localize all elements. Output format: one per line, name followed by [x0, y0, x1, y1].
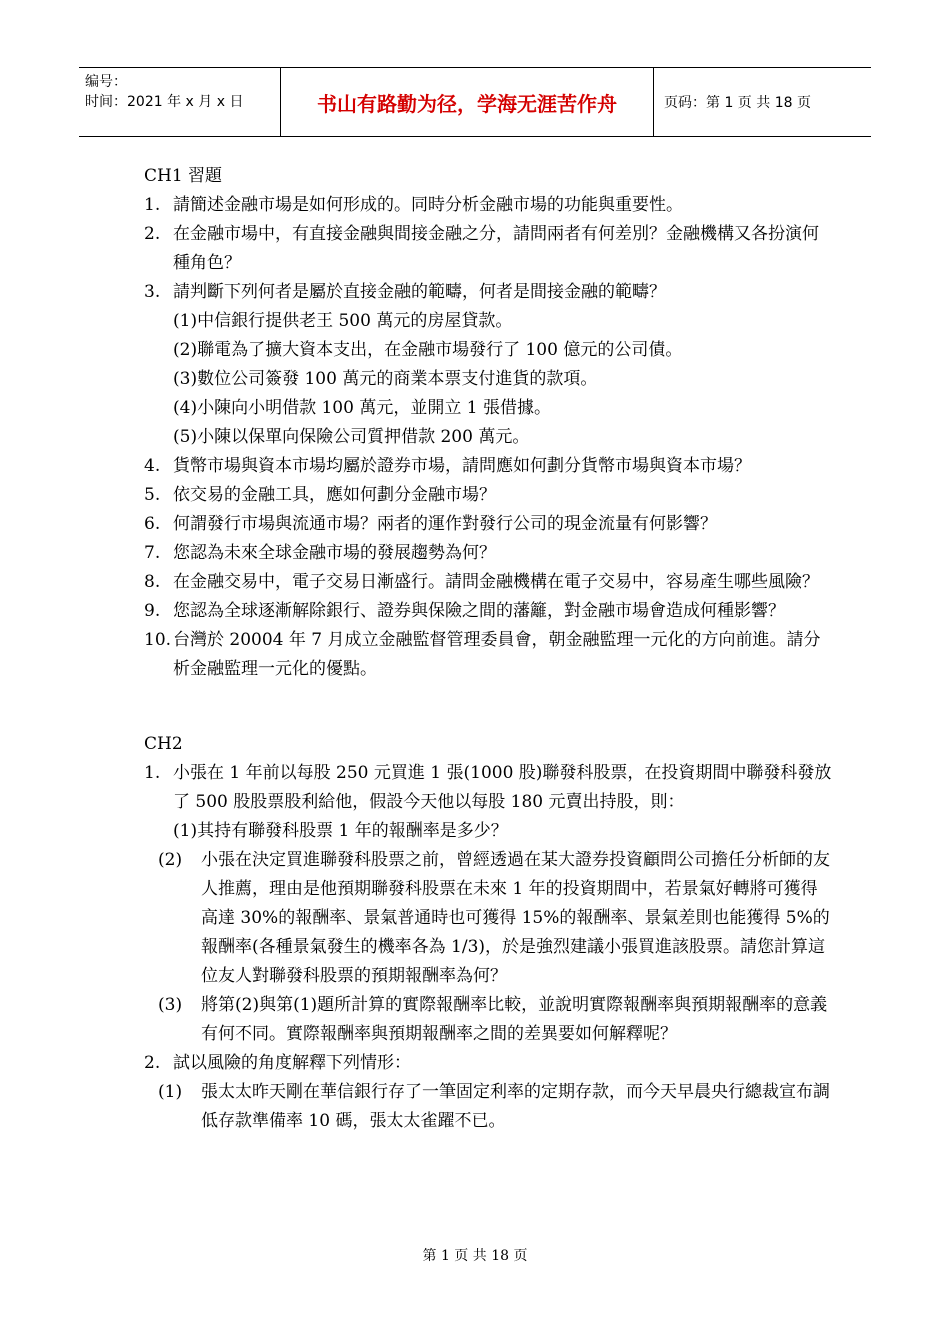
sub-item-text: 將第(2)與第(1)題所計算的實際報酬率比較，並說明實際報酬率與預期報酬率的意義有何不同。實際報酬率與預期報酬率之間的差異要如何解釋呢？: [201, 995, 828, 1044]
item-text: 小張在 1 年前以每股 250 元買進 1 張(1000 股)聯發科股票，在投資期間中聯發科發放了 500 股股票股利給他，假設今天他以每股 180 元賣出持股，則：: [173, 763, 832, 812]
sub-item-text: 小張在決定買進聯發科股票之前，曾經透過在某大證券投資顧問公司擔任分析師的友人推薦，理由是他預期聯發科股票在未來 1 年的投資期間中，若景氣好轉將可獲得高達 30%的報酬率、景氣普通時也可獲得 15%的報酬率、景氣差則也能獲得 5%的報酬率(各種景氣發生的機率各為 1/3)，於是強烈建議小張買進該股票。請您計算這位友人對聯發科股票的預期報酬率為何？: [201, 850, 830, 986]
header-motto: 书山有路勤为径，学海无涯苦作舟: [281, 68, 654, 136]
document-body: [144, 162, 834, 1136]
section-gap: [144, 684, 834, 730]
sub-item: (1)其持有聯發科股票 1 年的報酬率是多少？: [173, 821, 508, 841]
sub-item-number: (2): [158, 850, 183, 870]
list-item: [144, 1049, 834, 1078]
time-label: 时间：2021 年 x 月 x 日: [85, 94, 244, 110]
item-number: 2.: [144, 1053, 161, 1073]
item-number: 9.: [144, 601, 161, 621]
sub-item: [144, 991, 834, 1049]
list-item: [144, 759, 834, 817]
list-item: [144, 510, 834, 539]
ch1-title: CH1 習題: [144, 166, 223, 186]
item-text: 在金融交易中，電子交易日漸盛行。請問金融機構在電子交易中，容易產生哪些風險？: [173, 572, 819, 592]
item-number: 8.: [144, 572, 161, 592]
item-number: 6.: [144, 514, 161, 534]
sub-item-text: 張太太昨天剛在華信銀行存了一筆固定利率的定期存款，而今天早晨央行總裁宣布調低存款準備率 10 碼，張太太雀躍不已。: [201, 1082, 830, 1131]
item-number: 4.: [144, 456, 161, 476]
header-page-info: 页码：第 1 页 共 18 页: [664, 95, 811, 111]
list-item: [144, 278, 834, 307]
item-text: 在金融市場中，有直接金融與間接金融之分，請問兩者有何差別？金融機構又各扮演何種角色？: [173, 224, 819, 273]
item-text: 依交易的金融工具，應如何劃分金融市場？: [173, 485, 496, 505]
item-number: 7.: [144, 543, 161, 563]
item-text: 何謂發行市場與流通市場？兩者的運作對發行公司的現金流量有何影響？: [173, 514, 717, 534]
sub-item: [144, 846, 834, 991]
sub-item: (1)中信銀行提供老王 500 萬元的房屋貸款。: [173, 311, 513, 331]
ch2-title: CH2: [144, 734, 183, 754]
item-text: 試以風險的角度解釋下列情形：: [173, 1053, 411, 1073]
sub-item: [144, 1078, 834, 1136]
header-meta: [79, 68, 281, 136]
sub-item-number: (3): [158, 995, 183, 1015]
sub-item: (3)數位公司簽發 100 萬元的商業本票支付進貨的款項。: [173, 369, 598, 389]
list-item: [144, 568, 834, 597]
item-text: 貨幣市場與資本市場均屬於證券市場，請問應如何劃分貨幣市場與資本市場？: [173, 456, 751, 476]
item-number: 10.: [144, 630, 172, 650]
list-item: [144, 597, 834, 626]
sub-item: (2)聯電為了擴大資本支出，在金融市場發行了 100 億元的公司債。: [173, 340, 683, 360]
item-text: 您認為未來全球金融市場的發展趨勢為何？: [173, 543, 496, 563]
list-item: [144, 220, 834, 278]
item-text: 台灣於 20004 年 7 月成立金融監督管理委員會，朝金融監理一元化的方向前進。請分析金融監理一元化的優點。: [173, 630, 821, 679]
item-text: 您認為全球逐漸解除銀行、證券與保險之間的藩籬，對金融市場會造成何種影響？: [173, 601, 785, 621]
sub-item: (5)小陳以保單向保險公司質押借款 200 萬元。: [173, 427, 530, 447]
list-item: [144, 539, 834, 568]
code-label: 编号：: [85, 74, 127, 90]
item-text: 請判斷下列何者是屬於直接金融的範疇，何者是間接金融的範疇？: [173, 282, 666, 302]
item-number: 3.: [144, 282, 161, 302]
list-item: [144, 481, 834, 510]
item-number: 1.: [144, 195, 161, 215]
item-number: 5.: [144, 485, 161, 505]
sub-item-number: (1): [158, 1082, 183, 1102]
list-item: [144, 452, 834, 481]
item-text: 請簡述金融市場是如何形成的。同時分析金融市場的功能與重要性。: [173, 195, 683, 215]
page-header: [79, 67, 871, 137]
item-number: 2.: [144, 224, 161, 244]
item-number: 1.: [144, 763, 161, 783]
sub-item: (4)小陳向小明借款 100 萬元，並開立 1 張借據。: [173, 398, 551, 418]
page-footer: 第 1 页 共 18 页: [422, 1248, 528, 1264]
list-item: [144, 626, 834, 684]
list-item: [144, 191, 834, 220]
